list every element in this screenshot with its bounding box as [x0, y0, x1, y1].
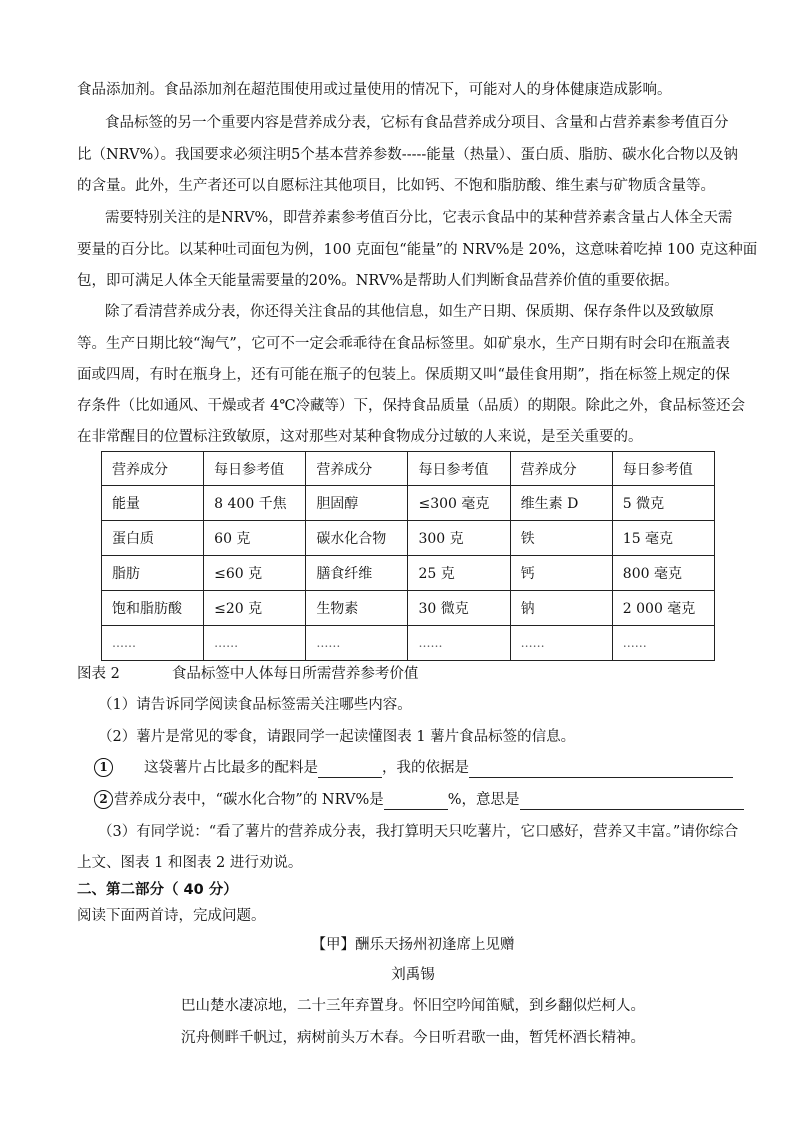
table-cell: ……: [306, 626, 408, 661]
table-cell: 饱和脂肪酸: [102, 591, 204, 626]
poem-author: 刘禹锡: [391, 967, 435, 983]
table-cell: 2 000 毫克: [612, 591, 714, 626]
section-heading: 二、第二部分（ 40 分）: [77, 882, 238, 898]
header-cell: 营养成分: [510, 452, 612, 486]
table-cell: 铁: [510, 521, 612, 556]
paragraph-line: 需要特别关注的是NRV%，即营养素参考值百分比，它表示食品中的某种营养素含量占人体全天需: [105, 210, 733, 226]
question-2: （2）薯片是常见的零食，请跟同学一起读懂图表 1 薯片食品标签的信息。: [98, 729, 576, 745]
table-cell: 胆固醇: [306, 486, 408, 521]
paragraph-line: 在非常醒目的位置标注致敏原，这对那些对某种食物成分过敏的人来说，是至关重要的。: [77, 429, 643, 445]
question-text: 营养成分表中，“碳水化合物”的 NRV%是: [114, 792, 384, 808]
table-cell: ≤20 克: [204, 591, 306, 626]
paragraph-line: 除了看清营养成分表，你还得关注食品的其他信息，如生产日期、保质期、保存条件以及致敏原: [105, 304, 714, 320]
table-cell: 碳水化合物: [306, 521, 408, 556]
table-cell: ≤60 克: [204, 556, 306, 591]
paragraph-line: 存条件（比如通风、干燥或者 4℃冷藏等）下，保持食品质量（品质）的期限。除此之外，食品标签还会: [77, 398, 746, 414]
poem-line: 巴山楚水凄凉地，二十三年弃置身。怀旧空吟闻笛赋，到乡翻似烂柯人。: [181, 998, 645, 1014]
table-row: [102, 486, 715, 521]
table-cell: ……: [408, 626, 510, 661]
table-cell: 300 克: [408, 521, 510, 556]
nutrition-reference-table: [101, 451, 715, 661]
answer-blank[interactable]: [384, 793, 448, 810]
paragraph-line: 食品添加剂。食品添加剂在超范围使用或过量使用的情况下，可能对人的身体健康造成影响。: [77, 82, 672, 98]
answer-blank[interactable]: [318, 761, 382, 778]
question-3: （3）有同学说：“看了薯片的营养成分表，我打算明天只吃薯片，它口感好，营养又丰富。”请你综合: [98, 824, 739, 840]
table-cell: 5 微克: [612, 486, 714, 521]
answer-blank[interactable]: [469, 761, 733, 778]
paragraph-line: 面或四周，有时在瓶身上，还有可能在瓶子的包装上。保质期又叫“最佳食用期”，指在标签上规定的保: [77, 367, 730, 383]
table-cell: 60 克: [204, 521, 306, 556]
poem-title: 【甲】酬乐天扬州初逢席上见赠: [311, 937, 515, 953]
table-cell: 蛋白质: [102, 521, 204, 556]
table-row: [102, 556, 715, 591]
table-cell: 30 微克: [408, 591, 510, 626]
question-2a: [94, 758, 749, 778]
header-cell: 每日参考值: [408, 452, 510, 486]
paragraph-line: 比（NRV%）。我国要求必须注明5个基本营养参数-----能量（热量）、蛋白质、脂肪、碳水化合物以及钠: [77, 147, 739, 163]
table-row: [102, 591, 715, 626]
circled-number: 2: [94, 790, 113, 809]
answer-blank[interactable]: [520, 793, 744, 810]
paragraph-line: 食品标签的另一个重要内容是营养成分表，它标有食品营养成分项目、含量和占营养素参考值百分: [105, 115, 729, 131]
question-text: 这袋薯片占比最多的配料是: [144, 760, 318, 776]
table-cell: 钙: [510, 556, 612, 591]
header-cell: 每日参考值: [204, 452, 306, 486]
table-cell: ……: [102, 626, 204, 661]
table-cell: 800 毫克: [612, 556, 714, 591]
table-cell: 膳食纤维: [306, 556, 408, 591]
header-cell: 每日参考值: [612, 452, 714, 486]
section-instruction: 阅读下面两首诗，完成问题。: [77, 908, 266, 924]
header-cell: 营养成分: [306, 452, 408, 486]
table-cell: ……: [204, 626, 306, 661]
table-cell: 8 400 千焦: [204, 486, 306, 521]
question-2b: [94, 790, 749, 810]
caption-label: 图表 2: [77, 666, 120, 682]
table-cell: 能量: [102, 486, 204, 521]
paragraph-line: 要量的百分比。以某种吐司面包为例，100 克面包“能量”的 NRV%是 20%，这意味着吃掉 100 克这种面: [77, 242, 758, 258]
table-cell: 维生素 D: [510, 486, 612, 521]
table-cell: 25 克: [408, 556, 510, 591]
table-cell: 15 毫克: [612, 521, 714, 556]
table-cell: 生物素: [306, 591, 408, 626]
table-caption: [77, 664, 749, 684]
circled-number: 1: [94, 758, 113, 777]
table-header-row: [102, 452, 715, 486]
question-text: %，意思是: [447, 792, 520, 808]
header-cell: 营养成分: [102, 452, 204, 486]
table-cell: 脂肪: [102, 556, 204, 591]
poem-line: 沉舟侧畔千帆过，病树前头万木春。今日听君歌一曲，暂凭杯酒长精神。: [181, 1030, 645, 1046]
table-cell: 钠: [510, 591, 612, 626]
table-cell: ≤300 毫克: [408, 486, 510, 521]
paragraph-line: 等。生产日期比较“淘气”，它可不一定会乖乖待在食品标签里。如矿泉水，生产日期有时会印在瓶盖表: [77, 336, 730, 352]
table-cell: ……: [612, 626, 714, 661]
question-text: ，我的依据是: [382, 760, 469, 776]
question-3-cont: 上文、图表 1 和图表 2 进行劝说。: [77, 855, 303, 871]
table-cell: ……: [510, 626, 612, 661]
paragraph-line: 包，即可满足人体全天能量需要量的20%。NRV%是帮助人们判断食品营养价值的重要依据。: [77, 273, 679, 289]
question-1: （1）请告诉同学阅读食品标签需关注哪些内容。: [98, 697, 412, 713]
caption-text: 食品标签中人体每日所需营养参考价值: [171, 666, 419, 682]
paragraph-line: 的含量。此外，生产者还可以自愿标注其他项目，比如钙、不饱和脂肪酸、维生素与矿物质含量等。: [77, 178, 715, 194]
table-row: [102, 626, 715, 661]
table-row: [102, 521, 715, 556]
